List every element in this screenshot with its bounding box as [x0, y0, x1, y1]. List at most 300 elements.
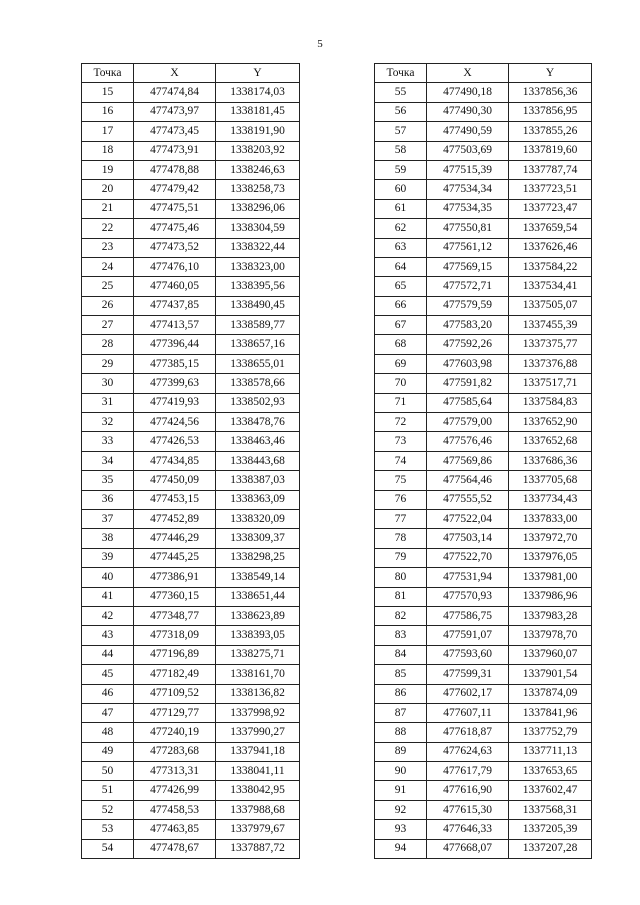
table-row	[375, 141, 592, 160]
cell-point: 20	[82, 180, 134, 199]
cell-point: 32	[82, 413, 134, 432]
table-row	[82, 180, 300, 199]
cell-x: 477572,71	[427, 277, 509, 296]
table-row	[375, 316, 592, 335]
table-row	[82, 665, 300, 684]
cell-y: 1337981,00	[509, 568, 592, 587]
cell-x: 477503,14	[427, 529, 509, 548]
cell-y: 1337659,54	[509, 219, 592, 238]
table-row	[82, 296, 300, 315]
table-row	[82, 160, 300, 179]
cell-y: 1337990,27	[216, 723, 300, 742]
cell-point: 92	[375, 800, 427, 819]
cell-point: 48	[82, 723, 134, 742]
cell-x: 477478,88	[134, 160, 216, 179]
cell-point: 43	[82, 626, 134, 645]
cell-x: 477555,52	[427, 490, 509, 509]
table-row	[375, 354, 592, 373]
cell-y: 1338309,37	[216, 529, 300, 548]
cell-y: 1337705,68	[509, 471, 592, 490]
cell-x: 477283,68	[134, 742, 216, 761]
cell-x: 477475,51	[134, 199, 216, 218]
cell-y: 1338549,14	[216, 568, 300, 587]
cell-point: 33	[82, 432, 134, 451]
table-row	[375, 703, 592, 722]
cell-y: 1337960,07	[509, 645, 592, 664]
cell-point: 55	[375, 83, 427, 102]
cell-point: 40	[82, 568, 134, 587]
cell-point: 44	[82, 645, 134, 664]
cell-x: 477591,07	[427, 626, 509, 645]
cell-y: 1337752,79	[509, 723, 592, 742]
cell-point: 86	[375, 684, 427, 703]
cell-x: 477109,52	[134, 684, 216, 703]
table-row	[375, 471, 592, 490]
cell-point: 24	[82, 257, 134, 276]
cell-y: 1338042,95	[216, 781, 300, 800]
table-row	[375, 83, 592, 102]
cell-x: 477534,35	[427, 199, 509, 218]
cell-y: 1337652,68	[509, 432, 592, 451]
cell-y: 1338161,70	[216, 665, 300, 684]
cell-x: 477453,15	[134, 490, 216, 509]
cell-y: 1338323,00	[216, 257, 300, 276]
cell-point: 22	[82, 219, 134, 238]
cell-y: 1338275,71	[216, 645, 300, 664]
cell-y: 1338393,05	[216, 626, 300, 645]
cell-y: 1338623,89	[216, 606, 300, 625]
cell-x: 477591,82	[427, 374, 509, 393]
table-row	[82, 781, 300, 800]
cell-y: 1337584,83	[509, 393, 592, 412]
cell-point: 79	[375, 548, 427, 567]
table-row	[375, 451, 592, 470]
cell-y: 1338320,09	[216, 509, 300, 528]
cell-x: 477348,77	[134, 606, 216, 625]
cell-y: 1337517,71	[509, 374, 592, 393]
cell-point: 47	[82, 703, 134, 722]
table-row	[82, 820, 300, 839]
cell-x: 477550,81	[427, 219, 509, 238]
table-row	[82, 432, 300, 451]
cell-x: 477602,17	[427, 684, 509, 703]
cell-point: 15	[82, 83, 134, 102]
cell-y: 1338203,92	[216, 141, 300, 160]
cell-point: 49	[82, 742, 134, 761]
table-row	[82, 568, 300, 587]
cell-x: 477603,98	[427, 354, 509, 373]
cell-x: 477458,53	[134, 800, 216, 819]
cell-y: 1337652,90	[509, 413, 592, 432]
cell-y: 1337901,54	[509, 665, 592, 684]
cell-x: 477569,86	[427, 451, 509, 470]
cell-x: 477318,09	[134, 626, 216, 645]
header-y: Y	[509, 64, 592, 83]
table-row	[375, 509, 592, 528]
cell-y: 1337455,39	[509, 316, 592, 335]
cell-point: 66	[375, 296, 427, 315]
cell-point: 28	[82, 335, 134, 354]
table-row	[375, 277, 592, 296]
cell-x: 477599,31	[427, 665, 509, 684]
cell-x: 477522,04	[427, 509, 509, 528]
cell-x: 477490,59	[427, 122, 509, 141]
cell-x: 477385,15	[134, 354, 216, 373]
cell-y: 1338041,11	[216, 762, 300, 781]
cell-y: 1337205,39	[509, 820, 592, 839]
cell-point: 70	[375, 374, 427, 393]
cell-y: 1337988,68	[216, 800, 300, 819]
table-row	[375, 626, 592, 645]
cell-point: 35	[82, 471, 134, 490]
cell-x: 477617,79	[427, 762, 509, 781]
table-row	[82, 703, 300, 722]
cell-x: 477592,26	[427, 335, 509, 354]
cell-point: 58	[375, 141, 427, 160]
table-row	[375, 645, 592, 664]
cell-point: 71	[375, 393, 427, 412]
cell-y: 1337534,41	[509, 277, 592, 296]
cell-y: 1337983,28	[509, 606, 592, 625]
table-row	[82, 800, 300, 819]
cell-point: 74	[375, 451, 427, 470]
cell-y: 1338463,46	[216, 432, 300, 451]
cell-x: 477419,93	[134, 393, 216, 412]
cell-point: 85	[375, 665, 427, 684]
cell-point: 69	[375, 354, 427, 373]
cell-y: 1338657,16	[216, 335, 300, 354]
cell-x: 477586,75	[427, 606, 509, 625]
table-row	[375, 432, 592, 451]
cell-y: 1337986,96	[509, 587, 592, 606]
table-row	[82, 354, 300, 373]
header-point: Точка	[82, 64, 134, 83]
cell-y: 1338181,45	[216, 102, 300, 121]
cell-point: 83	[375, 626, 427, 645]
table-row	[82, 238, 300, 257]
cell-y: 1337505,07	[509, 296, 592, 315]
table-row	[82, 490, 300, 509]
table-row	[82, 509, 300, 528]
cell-point: 59	[375, 160, 427, 179]
cell-x: 477399,63	[134, 374, 216, 393]
cell-point: 34	[82, 451, 134, 470]
table-row	[82, 626, 300, 645]
cell-point: 17	[82, 122, 134, 141]
cell-point: 45	[82, 665, 134, 684]
cell-point: 29	[82, 354, 134, 373]
cell-point: 90	[375, 762, 427, 781]
table-row	[82, 587, 300, 606]
table-row	[82, 684, 300, 703]
cell-y: 1338322,44	[216, 238, 300, 257]
cell-point: 57	[375, 122, 427, 141]
cell-x: 477618,87	[427, 723, 509, 742]
cell-x: 477607,11	[427, 703, 509, 722]
cell-x: 477531,94	[427, 568, 509, 587]
cell-y: 1337874,09	[509, 684, 592, 703]
table-row	[375, 219, 592, 238]
cell-point: 67	[375, 316, 427, 335]
cell-x: 477445,25	[134, 548, 216, 567]
cell-point: 21	[82, 199, 134, 218]
cell-point: 64	[375, 257, 427, 276]
cell-y: 1337976,05	[509, 548, 592, 567]
table-row	[375, 568, 592, 587]
cell-point: 77	[375, 509, 427, 528]
cell-x: 477479,42	[134, 180, 216, 199]
cell-y: 1338304,59	[216, 219, 300, 238]
table-row	[82, 548, 300, 567]
cell-point: 75	[375, 471, 427, 490]
table-row	[82, 83, 300, 102]
cell-y: 1338191,90	[216, 122, 300, 141]
cell-y: 1337207,28	[509, 839, 592, 858]
cell-y: 1337711,13	[509, 742, 592, 761]
cell-x: 477360,15	[134, 587, 216, 606]
cell-y: 1337723,47	[509, 199, 592, 218]
cell-x: 477129,77	[134, 703, 216, 722]
cell-x: 477564,46	[427, 471, 509, 490]
cell-point: 54	[82, 839, 134, 858]
cell-y: 1338589,77	[216, 316, 300, 335]
table-row	[82, 141, 300, 160]
table-row	[375, 606, 592, 625]
cell-y: 1337979,67	[216, 820, 300, 839]
table-header-row	[375, 64, 592, 83]
cell-y: 1337734,43	[509, 490, 592, 509]
cell-x: 477437,85	[134, 296, 216, 315]
cell-x: 477668,07	[427, 839, 509, 858]
cell-point: 68	[375, 335, 427, 354]
cell-x: 477579,59	[427, 296, 509, 315]
cell-point: 38	[82, 529, 134, 548]
cell-point: 25	[82, 277, 134, 296]
cell-x: 477313,31	[134, 762, 216, 781]
table-row	[375, 393, 592, 412]
cell-x: 477616,90	[427, 781, 509, 800]
cell-y: 1338651,44	[216, 587, 300, 606]
cell-y: 1338136,82	[216, 684, 300, 703]
cell-x: 477476,10	[134, 257, 216, 276]
table-row	[82, 374, 300, 393]
table-row	[82, 393, 300, 412]
table-row	[82, 199, 300, 218]
table-row	[375, 587, 592, 606]
cell-point: 52	[82, 800, 134, 819]
cell-point: 18	[82, 141, 134, 160]
table-row	[82, 471, 300, 490]
cell-y: 1338296,06	[216, 199, 300, 218]
cell-x: 477490,30	[427, 102, 509, 121]
cell-point: 91	[375, 781, 427, 800]
cell-y: 1338174,03	[216, 83, 300, 102]
table-row	[375, 102, 592, 121]
cell-y: 1337787,74	[509, 160, 592, 179]
cell-x: 477534,34	[427, 180, 509, 199]
cell-x: 477570,93	[427, 587, 509, 606]
cell-x: 477569,15	[427, 257, 509, 276]
cell-x: 477561,12	[427, 238, 509, 257]
table-row	[375, 529, 592, 548]
cell-point: 94	[375, 839, 427, 858]
table-row	[375, 490, 592, 509]
table-row	[82, 316, 300, 335]
cell-point: 72	[375, 413, 427, 432]
cell-point: 89	[375, 742, 427, 761]
cell-point: 63	[375, 238, 427, 257]
cell-x: 477585,64	[427, 393, 509, 412]
table-row	[375, 742, 592, 761]
cell-y: 1337602,47	[509, 781, 592, 800]
cell-y: 1337972,70	[509, 529, 592, 548]
cell-x: 477452,89	[134, 509, 216, 528]
cell-point: 76	[375, 490, 427, 509]
cell-y: 1337584,22	[509, 257, 592, 276]
cell-point: 23	[82, 238, 134, 257]
table-header-row	[82, 64, 300, 83]
table-row	[82, 839, 300, 858]
table-row	[82, 723, 300, 742]
table-row	[82, 413, 300, 432]
cell-x: 477646,33	[427, 820, 509, 839]
cell-point: 46	[82, 684, 134, 703]
cell-point: 31	[82, 393, 134, 412]
cell-x: 477583,20	[427, 316, 509, 335]
cell-point: 62	[375, 219, 427, 238]
table-row	[82, 257, 300, 276]
cell-point: 53	[82, 820, 134, 839]
cell-point: 65	[375, 277, 427, 296]
cell-x: 477579,00	[427, 413, 509, 432]
cell-x: 477624,63	[427, 742, 509, 761]
cell-x: 477426,53	[134, 432, 216, 451]
cell-point: 39	[82, 548, 134, 567]
cell-x: 477615,30	[427, 800, 509, 819]
cell-point: 19	[82, 160, 134, 179]
coordinates-table-right	[374, 63, 592, 859]
cell-x: 477576,46	[427, 432, 509, 451]
cell-y: 1337568,31	[509, 800, 592, 819]
page-number: 5	[317, 38, 323, 50]
cell-x: 477424,56	[134, 413, 216, 432]
table-row	[82, 122, 300, 141]
table-row	[375, 180, 592, 199]
cell-x: 477450,09	[134, 471, 216, 490]
cell-point: 50	[82, 762, 134, 781]
cell-point: 93	[375, 820, 427, 839]
cell-x: 477182,49	[134, 665, 216, 684]
cell-x: 477446,29	[134, 529, 216, 548]
table-row	[375, 820, 592, 839]
cell-y: 1338387,03	[216, 471, 300, 490]
cell-point: 61	[375, 199, 427, 218]
cell-x: 477196,89	[134, 645, 216, 664]
cell-point: 30	[82, 374, 134, 393]
header-y: Y	[216, 64, 300, 83]
cell-point: 88	[375, 723, 427, 742]
cell-y: 1337856,36	[509, 83, 592, 102]
cell-point: 26	[82, 296, 134, 315]
cell-y: 1338490,45	[216, 296, 300, 315]
cell-y: 1338298,25	[216, 548, 300, 567]
table-row	[375, 160, 592, 179]
cell-point: 73	[375, 432, 427, 451]
cell-x: 477434,85	[134, 451, 216, 470]
cell-x: 477473,91	[134, 141, 216, 160]
cell-x: 477474,84	[134, 83, 216, 102]
table-row	[82, 335, 300, 354]
cell-y: 1337686,36	[509, 451, 592, 470]
cell-x: 477396,44	[134, 335, 216, 354]
cell-y: 1338443,68	[216, 451, 300, 470]
cell-x: 477386,91	[134, 568, 216, 587]
cell-x: 477460,05	[134, 277, 216, 296]
cell-y: 1338258,73	[216, 180, 300, 199]
table-row	[82, 742, 300, 761]
cell-point: 78	[375, 529, 427, 548]
cell-point: 51	[82, 781, 134, 800]
cell-y: 1338395,56	[216, 277, 300, 296]
cell-y: 1337941,18	[216, 742, 300, 761]
cell-point: 87	[375, 703, 427, 722]
cell-x: 477473,45	[134, 122, 216, 141]
cell-y: 1337819,60	[509, 141, 592, 160]
cell-y: 1337723,51	[509, 180, 592, 199]
table-row	[375, 762, 592, 781]
table-row	[375, 374, 592, 393]
cell-x: 477593,60	[427, 645, 509, 664]
table-row	[375, 199, 592, 218]
table-row	[375, 335, 592, 354]
cell-x: 477240,19	[134, 723, 216, 742]
cell-point: 81	[375, 587, 427, 606]
table-row	[375, 800, 592, 819]
cell-x: 477478,67	[134, 839, 216, 858]
cell-y: 1338578,66	[216, 374, 300, 393]
table-row	[82, 102, 300, 121]
cell-y: 1338502,93	[216, 393, 300, 412]
header-point: Точка	[375, 64, 427, 83]
table-row	[375, 839, 592, 858]
cell-y: 1338363,09	[216, 490, 300, 509]
table-row	[375, 257, 592, 276]
cell-x: 477490,18	[427, 83, 509, 102]
table-row	[82, 219, 300, 238]
cell-x: 477475,46	[134, 219, 216, 238]
cell-y: 1337376,88	[509, 354, 592, 373]
cell-point: 16	[82, 102, 134, 121]
table-row	[375, 122, 592, 141]
cell-x: 477522,70	[427, 548, 509, 567]
cell-point: 27	[82, 316, 134, 335]
table-row	[375, 723, 592, 742]
table-row	[82, 451, 300, 470]
cell-y: 1338478,76	[216, 413, 300, 432]
cell-y: 1338246,63	[216, 160, 300, 179]
table-row	[375, 684, 592, 703]
table-row	[82, 762, 300, 781]
coordinates-table-left	[81, 63, 300, 859]
table-row	[82, 277, 300, 296]
cell-point: 36	[82, 490, 134, 509]
cell-y: 1337375,77	[509, 335, 592, 354]
table-row	[82, 529, 300, 548]
cell-y: 1337626,46	[509, 238, 592, 257]
cell-y: 1337978,70	[509, 626, 592, 645]
table-row	[82, 645, 300, 664]
cell-x: 477413,57	[134, 316, 216, 335]
